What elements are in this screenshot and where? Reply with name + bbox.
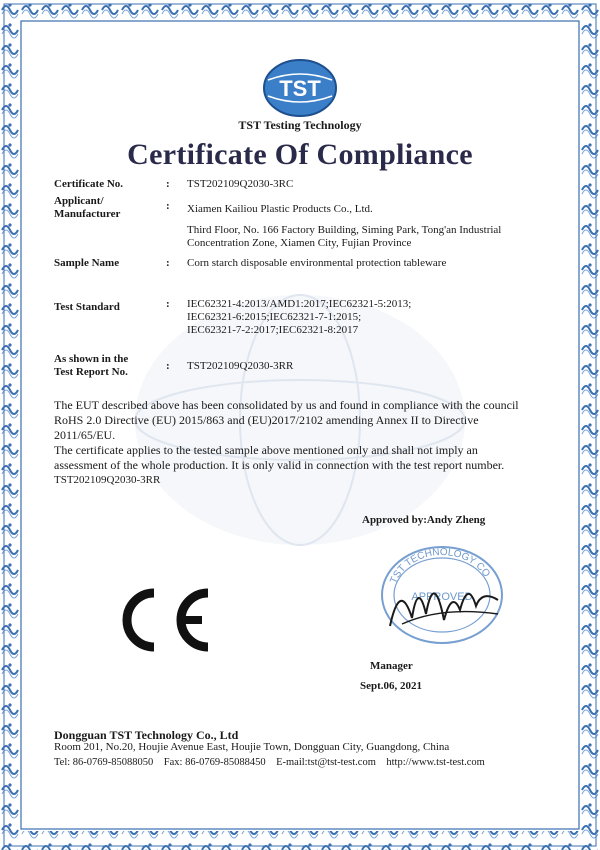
test-report-value: TST202109Q2030-3RR — [187, 360, 294, 372]
footer-contact — [54, 757, 485, 768]
applicant-address — [187, 224, 532, 250]
footer-address: Room 201, No.20, Houjie Avenue East, Houjie Town, Dongguan City, Guangdong, China — [54, 741, 450, 753]
test-report-label-line2: Test Report No. — [54, 366, 128, 378]
svg-text:TST TECHNOLOGY CO — [388, 547, 492, 585]
certificate-no-value: TST202109Q2030-3RC — [187, 178, 294, 190]
logo-text: TST — [279, 76, 321, 101]
colon: : — [166, 257, 170, 269]
statement-line: 2011/65/EU. — [54, 428, 116, 442]
statement-line: TST202109Q2030-3RR — [54, 474, 161, 486]
issue-date: Sept.06, 2021 — [360, 680, 423, 692]
test-standard-line: IEC62321-4:2013/AMD1:2017;IEC62321-5:2013; — [187, 298, 412, 310]
certificate-no-label: Certificate No. — [54, 178, 124, 190]
applicant-name: Xiamen Kailiou Plastic Products Co., Ltd. — [187, 203, 373, 215]
applicant-address-line2: Concentration Zone, Xiamen City, Fujian Province — [187, 237, 412, 249]
statement-line: The certificate applies to the tested sample above mentioned only and shall not imply an — [54, 443, 478, 457]
sample-name-label: Sample Name — [54, 257, 120, 269]
footer-tel: Tel: 86-0769-85088050 — [54, 757, 154, 768]
statement-line: assessment of the whole production. It is only valid in connection with the test report number. — [54, 458, 505, 472]
statement-line: RoHS 2.0 Directive (EU) 2015/863 and (EU)2017/2102 amending Annex II to Directive — [54, 413, 479, 427]
approval-stamp — [372, 540, 512, 650]
footer-company: Dongguan TST Technology Co., Ltd — [54, 728, 239, 742]
issuer-name: TST Testing Technology — [238, 118, 362, 132]
test-standard-value — [187, 298, 532, 337]
colon: : — [166, 200, 170, 212]
sample-name-value: Corn starch disposable environmental protection tableware — [187, 257, 447, 269]
colon: : — [166, 178, 170, 190]
applicant-address-line1: Third Floor, No. 166 Factory Building, Siming Park, Tong'an Industrial — [187, 224, 502, 236]
tst-logo — [262, 58, 338, 118]
applicant-label — [54, 195, 120, 221]
footer-fax: Fax: 86-0769-85088450 — [163, 757, 266, 768]
stamp-text: TST TECHNOLOGY CO — [388, 546, 492, 586]
ce-mark-icon — [116, 585, 216, 655]
signer-role: Manager — [370, 660, 413, 672]
test-report-label-line1: As shown in the — [54, 353, 129, 365]
colon: : — [166, 298, 170, 310]
stamp-inner-text: APPROVED — [411, 591, 473, 603]
footer-email: E-mail:tst@tst-test.com — [276, 757, 376, 768]
test-report-label — [54, 353, 128, 379]
page-title: Certificate Of Compliance — [127, 138, 473, 171]
test-standard-label: Test Standard — [54, 301, 120, 313]
colon: : — [166, 360, 170, 372]
approved-by: Approved by:Andy Zheng — [362, 514, 486, 526]
applicant-label-line1: Applicant/ — [54, 195, 104, 207]
applicant-label-line2: Manufacturer — [54, 208, 121, 220]
test-standard-line: IEC62321-6:2015;IEC62321-7-1:2015; — [187, 311, 362, 323]
compliance-statement — [54, 398, 554, 488]
footer-web: http://www.tst-test.com — [386, 757, 485, 768]
test-standard-line: IEC62321-7-2:2017;IEC62321-8:2017 — [187, 324, 359, 336]
statement-line: The EUT described above has been consolidated by us and found in compliance with the council — [54, 398, 519, 412]
